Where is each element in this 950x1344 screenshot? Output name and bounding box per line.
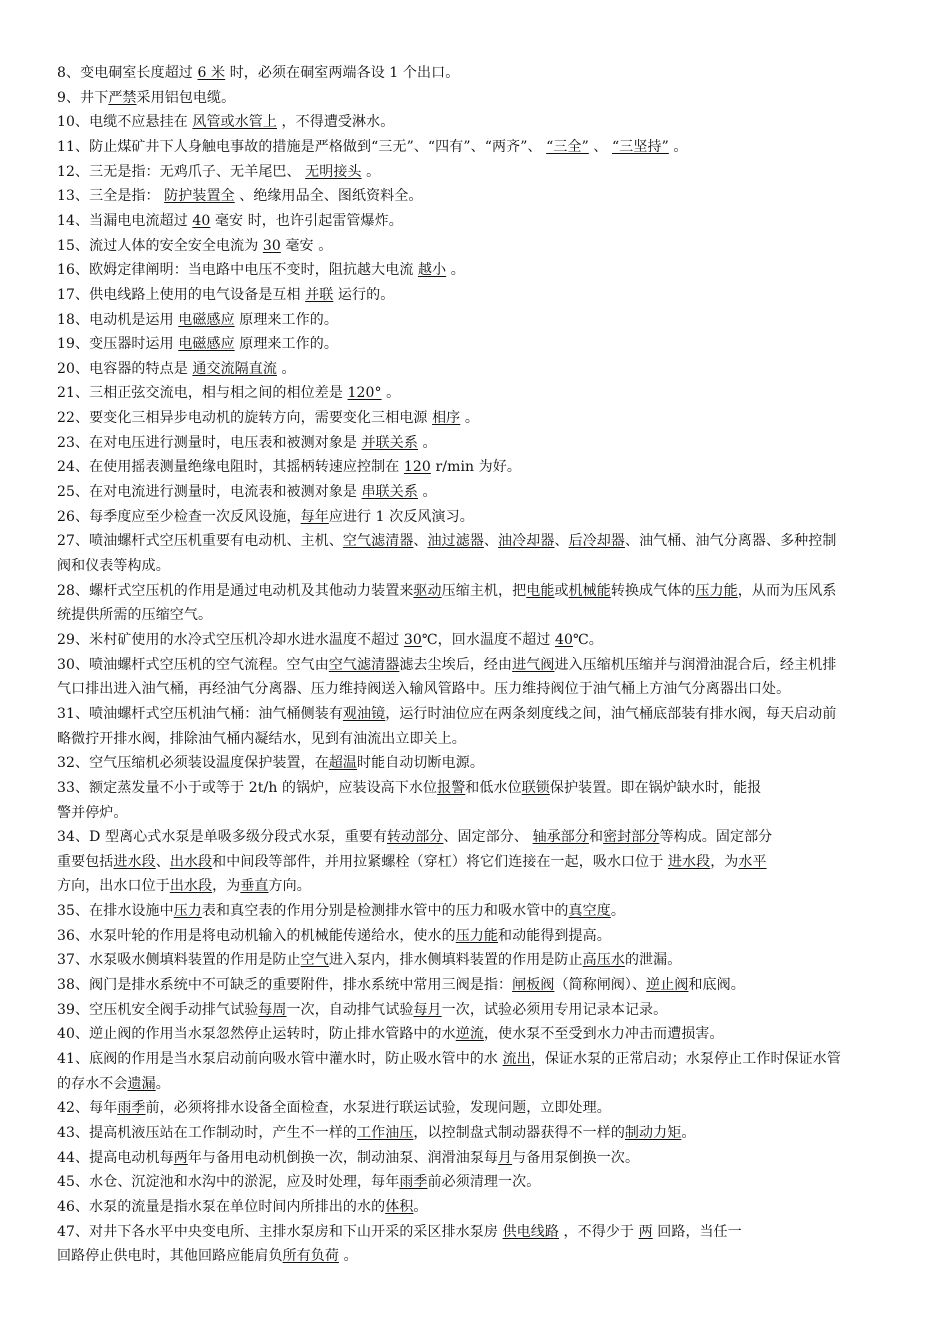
text-line: 29、米村矿使用的水冷式空压机冷却水进水温度不超过 30℃，回水温度不超过 40℃。 bbox=[57, 631, 603, 648]
text-line: 重要包括进水段、出水段和中间段等部件，并用拉紧螺栓（穿杠）将它们连接在一起，吸水口位于 进水段，为水平 bbox=[57, 853, 767, 870]
underlined-answer: 空气滤清器 bbox=[328, 656, 400, 673]
underlined-answer: 逆止阀 bbox=[646, 977, 689, 993]
underlined-answer: 油冷却器 bbox=[498, 533, 555, 550]
underlined-answer: 转动部分 bbox=[387, 829, 444, 846]
underlined-answer: 所有负荷 bbox=[282, 1248, 340, 1265]
text-line: 气口排出进入油气桶，再经油气分离器、压力维持阀送入输风管路中。压力维持阀位于油气桶上方油气分离器出口处。 bbox=[57, 681, 791, 698]
underlined-answer: 两 bbox=[173, 1149, 188, 1166]
text-line: 18、电动机是运用 电磁感应 原理来工作的。 bbox=[57, 311, 338, 328]
underlined-answer: 相序 bbox=[432, 410, 461, 427]
text-line: 的存水不会遗漏。 bbox=[57, 1075, 170, 1092]
text-line: 21、三相正弦交流电，相与相之间的相位差是 120° 。 bbox=[57, 385, 401, 402]
text-line: 37、水泵吸水侧填料装置的作用是防止空气进入泵内，排水侧填料装置的作用是防止高压水的泄漏。 bbox=[57, 952, 682, 969]
underlined-answer: 逆流 bbox=[455, 1026, 484, 1043]
text-line: 39、空压机安全阀手动排气试验每周一次，自动排气试验每月一次，试验必须用专用记录本记录。 bbox=[57, 1001, 668, 1018]
underlined-answer: 真空度 bbox=[568, 903, 611, 920]
text-line: 15、流过人体的安全安全电流为 30 毫安 。 bbox=[57, 237, 333, 254]
underlined-answer: 水平 bbox=[738, 853, 767, 870]
text-line: 47、对井下各水平中央变电所、主排水泵房和下山开采的采区排水泵房 供电线路 ，不得少于 两 回路，当任一 bbox=[57, 1223, 742, 1240]
underlined-answer: 供电线路 bbox=[502, 1223, 559, 1240]
text-line: 13、三全是指： 防护装置全 、绝缘用品全、图纸资料全。 bbox=[57, 188, 423, 205]
underlined-answer: 空气滤清器 bbox=[342, 533, 414, 550]
text-line: 46、水泵的流量是指水泵在单位时间内所排出的水的体积。 bbox=[57, 1198, 428, 1215]
text-line: 32、空气压缩机必须装设温度保护装置，在超温时能自动切断电源。 bbox=[57, 755, 484, 772]
underlined-answer: 制动力矩 bbox=[624, 1125, 682, 1141]
text-line: 33、额定蒸发量不小于或等于 2t/h 的锅炉，应装设高下水位报警和低水位联锁保护装置。即在锅炉缺水时，能报 bbox=[57, 779, 762, 796]
text-line: 警并停炉。 bbox=[57, 804, 128, 821]
text-line: 38、阀门是排水系统中不可缺乏的重要附件，排水系统中常用三阀是指：闸板阀（简称闸阀）、逆止阀和底阀。 bbox=[57, 977, 745, 993]
underlined-answer: 观油镜 bbox=[342, 705, 386, 722]
text-line: 14、当漏电电流超过 40 毫安 时，也许引起雷管爆炸。 bbox=[57, 212, 403, 229]
underlined-answer: 空气 bbox=[300, 952, 329, 969]
text-line: 略微拧开排水阀，排除油气桶内凝结水，见到有油流出立即关上。 bbox=[57, 730, 466, 747]
text-line: 16、欧姆定律阐明：当电路中电压不变时，阻抗越大电流 越小 。 bbox=[57, 262, 465, 279]
text-line: 17、供电线路上使用的电气设备是互相 并联 运行的。 bbox=[57, 286, 395, 303]
underlined-answer: 月 bbox=[498, 1149, 513, 1166]
underlined-answer: 轴承部分 bbox=[532, 829, 589, 846]
text-line: 23、在对电压进行测量时，电压表和被测对象是 并联关系 。 bbox=[57, 434, 437, 451]
underlined-answer: 体积 bbox=[385, 1198, 414, 1215]
text-line: 40、逆止阀的作用当水泵忽然停止运转时，防止排水管路中的水逆流，使水泵不至受到水力冲击而遭损害。 bbox=[57, 1026, 724, 1043]
underlined-answer: 并联关系 bbox=[361, 434, 418, 451]
underlined-answer: 压力能 bbox=[455, 927, 499, 944]
underlined-answer: “三坚持” bbox=[612, 138, 669, 155]
text-line: 45、水仓、沉淀池和水沟中的淤泥，应及时处理，每年雨季前必须清理一次。 bbox=[57, 1174, 541, 1191]
underlined-answer: 出水段 bbox=[169, 878, 213, 895]
underlined-answer: 电磁感应 bbox=[178, 336, 235, 353]
underlined-answer: 6 米 bbox=[197, 65, 226, 81]
underlined-answer: 风管或水管上 bbox=[192, 114, 277, 131]
text-line: 31、喷油螺杆式空压机油气桶：油气桶侧装有观油镜，运行时油位应在两条刻度线之间，油气桶底部装有排水阀，每天启动前 bbox=[57, 705, 837, 722]
text-line: 10、电缆不应悬挂在 风管或水管上 ，不得遭受淋水。 bbox=[57, 114, 395, 131]
text-line: 11、防止煤矿井下人身触电事故的措施是严格做到“三无”、“四有”、“两齐”、 “三全” 、 “三坚持” 。 bbox=[57, 138, 688, 155]
text-line: 方向，出水口位于出水段，为垂直方向。 bbox=[57, 878, 311, 895]
underlined-answer: 严禁 bbox=[108, 89, 137, 106]
text-line: 42、每年雨季前，必须将排水设备全面检查，水泵进行联运试验，发现问题，立即处理。 bbox=[57, 1100, 611, 1117]
underlined-answer: 无明接头 bbox=[305, 163, 362, 180]
text-line: 34、D 型离心式水泵是单吸多级分段式水泵，重要有转动部分、固定部分、 轴承部分和密封部分等构成。固定部分 bbox=[57, 829, 773, 846]
underlined-answer: 40 bbox=[555, 631, 574, 648]
underlined-answer: 雨季 bbox=[117, 1100, 146, 1117]
underlined-answer: 压力 bbox=[173, 903, 202, 920]
underlined-answer: 工作油压 bbox=[357, 1125, 414, 1141]
underlined-answer: 垂直 bbox=[240, 878, 269, 895]
text-line: 回路停止供电时，其他回路应能肩负所有负荷 。 bbox=[57, 1248, 358, 1265]
text-line: 24、在使用摇表测量绝缘电阻时，其摇柄转速应控制在 120 r/min 为好。 bbox=[57, 459, 521, 476]
underlined-answer: “三全” bbox=[546, 138, 589, 155]
underlined-answer: 120 bbox=[403, 459, 431, 476]
text-line: 43、提高机液压站在工作制动时，产生不一样的工作油压，以控制盘式制动器获得不一样的制动力矩。 bbox=[57, 1125, 696, 1141]
text-line: 统提供所需的压缩空气。 bbox=[57, 607, 213, 624]
underlined-answer: 越小 bbox=[417, 262, 447, 279]
text-line: 22、要变化三相异步电动机的旋转方向，需要变化三相电源 相序 。 bbox=[57, 410, 479, 427]
underlined-answer: 驱动 bbox=[413, 582, 442, 599]
text-line: 41、底阀的作用是当水泵启动前向吸水管中灌水时，防止吸水管中的水 流出，保证水泵的正常启动；水泵停止工作时保证水管 bbox=[57, 1051, 841, 1067]
text-line: 9、井下严禁采用铝包电缆。 bbox=[57, 89, 236, 106]
underlined-answer: 油过滤器 bbox=[427, 533, 484, 550]
underlined-answer: 进水段 bbox=[667, 853, 711, 870]
underlined-answer: 后冷却器 bbox=[568, 533, 625, 550]
underlined-answer: 密封部分 bbox=[603, 829, 660, 846]
text-line: 19、变压器时运用 电磁感应 原理来工作的。 bbox=[57, 336, 338, 353]
underlined-answer: 两 bbox=[638, 1223, 653, 1240]
text-line: 36、水泵叶轮的作用是将电动机输入的机械能传递给水，使水的压力能和动能得到提高。 bbox=[57, 927, 611, 944]
underlined-answer: 30 bbox=[403, 631, 422, 648]
underlined-answer: 闸板阀 bbox=[512, 977, 555, 993]
text-line: 12、三无是指：无鸡爪子、无羊尾巴、 无明接头 。 bbox=[57, 163, 381, 180]
underlined-answer: 机械能 bbox=[568, 582, 611, 599]
underlined-answer: 每月 bbox=[413, 1001, 442, 1018]
text-line: 阀和仪表等构成。 bbox=[57, 558, 170, 574]
text-line: 25、在对电流进行测量时，电流表和被测对象是 串联关系 。 bbox=[57, 484, 437, 500]
text-line: 44、提高电动机每两年与备用电动机倒换一次，制动油泵、润滑油泵每月与备用泵倒换一次。 bbox=[57, 1149, 640, 1166]
text-line: 8、变电硐室长度超过 6 米 时，必须在硐室两端各设 1 个出口。 bbox=[57, 65, 460, 81]
text-line: 26、每季度应至少检查一次反风设施，每年应进行 1 次反风演习。 bbox=[57, 508, 474, 525]
text-line: 20、电容器的特点是 通交流隔直流 。 bbox=[57, 360, 296, 377]
underlined-answer: 每周 bbox=[258, 1001, 287, 1018]
underlined-answer: 串联关系 bbox=[361, 484, 418, 500]
text-line: 35、在排水设施中压力表和真空表的作用分别是检测排水管中的压力和吸水管中的真空度。 bbox=[57, 903, 625, 920]
underlined-answer: 通交流隔直流 bbox=[192, 360, 277, 377]
underlined-answer: 进气阀 bbox=[512, 656, 555, 673]
text-line: 30、喷油螺杆式空压机的空气流程。空气由空气滤清器滤去尘埃后，经由进气阀进入压缩机压缩并与润滑油混合后，经主机排 bbox=[57, 656, 837, 673]
underlined-answer: 遗漏 bbox=[127, 1075, 156, 1092]
underlined-answer: 电能 bbox=[526, 582, 555, 599]
underlined-answer: 进水段 bbox=[113, 853, 156, 870]
text-line: 28、螺杆式空压机的作用是通过电动机及其他动力装置来驱动压缩主机，把电能或机械能转换成气体的压力能，从而为压风系 bbox=[57, 582, 837, 599]
underlined-answer: 雨季 bbox=[399, 1174, 428, 1191]
underlined-answer: 防护装置全 bbox=[164, 188, 235, 205]
underlined-answer: 出水段 bbox=[169, 853, 213, 870]
underlined-answer: 120° bbox=[347, 385, 382, 402]
underlined-answer: 超温 bbox=[328, 755, 358, 772]
underlined-answer: 联锁 bbox=[521, 779, 550, 796]
text-line: 27、喷油螺杆式空压机重要有电动机、主机、空气滤清器、油过滤器、油冷却器、后冷却器、油气桶、油气分离器、多种控制 bbox=[57, 533, 837, 550]
underlined-answer: 并联 bbox=[305, 286, 334, 303]
underlined-answer: 每年 bbox=[300, 508, 329, 525]
underlined-answer: 电磁感应 bbox=[178, 311, 235, 328]
underlined-answer: 40 bbox=[192, 212, 211, 229]
underlined-answer: 30 bbox=[262, 237, 281, 254]
underlined-answer: 报警 bbox=[437, 779, 466, 796]
underlined-answer: 流出 bbox=[502, 1051, 531, 1067]
underlined-answer: 高压水 bbox=[582, 952, 625, 969]
underlined-answer: 压力能 bbox=[695, 582, 738, 599]
